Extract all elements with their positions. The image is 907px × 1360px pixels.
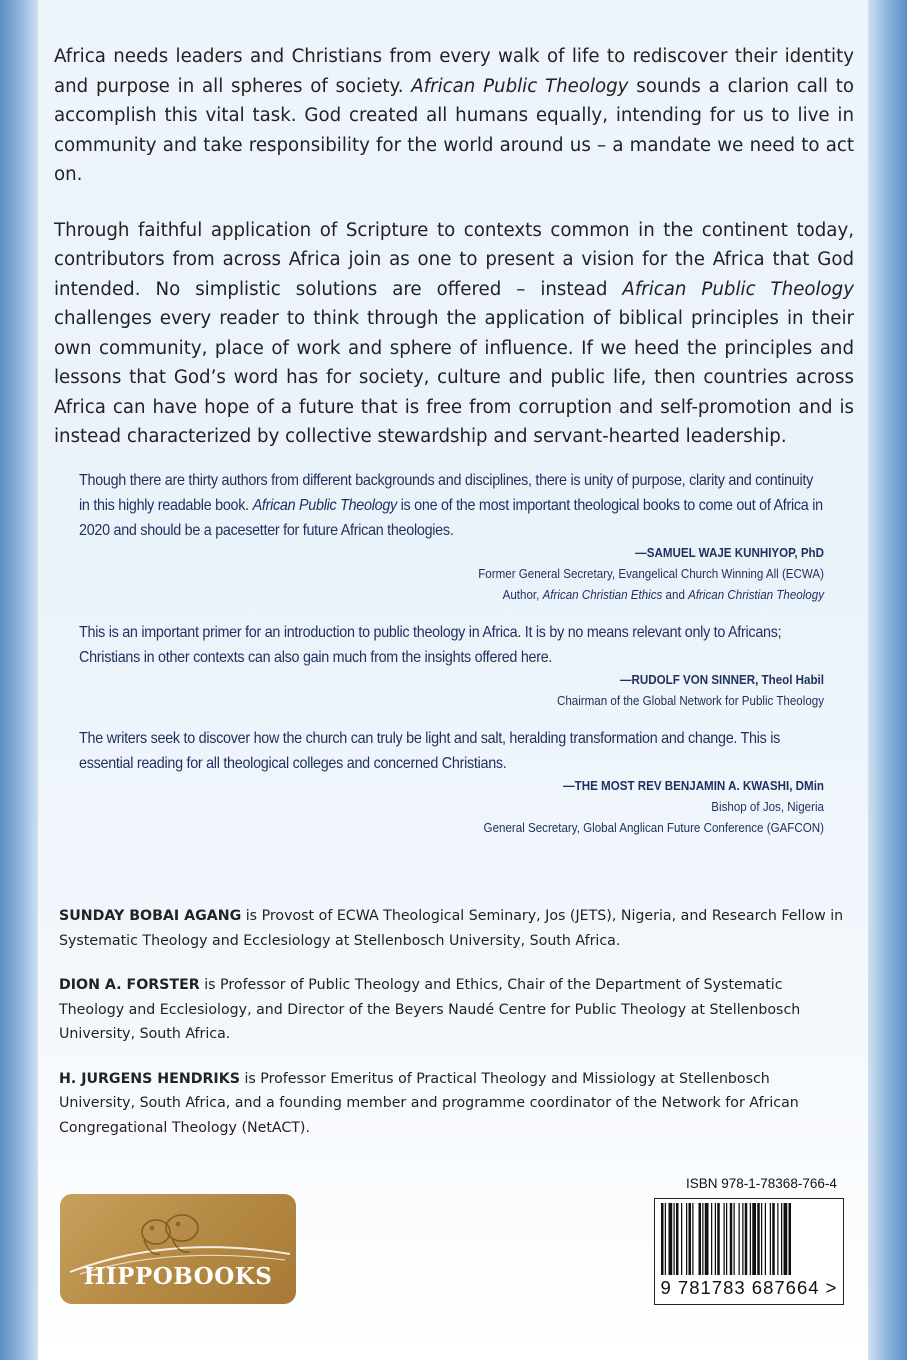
barcode-bar [692, 1203, 693, 1275]
endorsements [79, 468, 824, 853]
endorsement-text: This is an important primer for an introduction to public theology in Africa. It is by no means relevant only to Africans; Christians in other contexts can also gain much from the insights offered here. [79, 624, 782, 666]
endorser-role: Bishop of Jos, Nigeria [711, 800, 824, 814]
author-name: DION A. FORSTER [59, 977, 200, 993]
barcode-bar [699, 1203, 702, 1275]
barcode-digits: 9 781783 687664 > [660, 1277, 838, 1298]
author-name: SUNDAY BOBAI AGANG [59, 908, 242, 924]
barcode-bar [772, 1203, 775, 1275]
barcode-bar [784, 1203, 788, 1275]
endorsement-2 [79, 620, 824, 712]
barcode-bar [757, 1203, 760, 1275]
barcode-bar [765, 1203, 766, 1275]
endorser-role: Author, African Christian Ethics and African Christian Theology [502, 588, 824, 602]
description-paragraph-1: Africa needs leaders and Christians from every walk of life to rediscover their identity and purpose in all spheres of society. African Public Theology sounds a clarion call to accomplish this vital task. God created all humans equally, intending for us to live in community and take responsibility for the world around us – a mandate we need to act on. [54, 46, 855, 185]
author-name: H. JURGENS HENDRIKS [59, 1070, 240, 1087]
barcode [654, 1198, 844, 1305]
book-title: African Public Theology [622, 278, 854, 300]
endorsement-attribution [79, 776, 824, 839]
barcode-bar [781, 1203, 782, 1275]
endorsement-attribution [79, 543, 824, 606]
isbn-label: ISBN 978-1-78368-766-4 [686, 1176, 837, 1191]
barcode-bar [665, 1203, 666, 1275]
barcode-bar [742, 1203, 743, 1275]
barcode-bar [761, 1203, 762, 1275]
barcode-bar [770, 1203, 771, 1275]
endorsement-text: The writers seek to discover how the church can truly be light and salt, heralding transformation and change. This is essential reading for all theological colleges and concerned Christians. [79, 730, 781, 772]
barcode-bar [724, 1203, 725, 1275]
endorser-role: General Secretary, Global Anglican Future Conference (GAFCON) [483, 821, 824, 835]
endorsement-attribution [79, 670, 824, 712]
barcode-bar [676, 1203, 679, 1275]
barcode-bar [752, 1203, 756, 1275]
barcode-bar [717, 1203, 720, 1275]
barcode-bars [661, 1203, 837, 1275]
author-bio: SUNDAY BOBAI AGANG is Provost of ECWA Theological Seminary, Jos (JETS), Nigeria, and Research Fellow in Systematic Theology and Ecclesiology at Stellenbosch University, South Africa. [59, 908, 844, 949]
endorsement-1 [79, 468, 824, 606]
author-bio: H. JURGENS HENDRIKS is Professor Emeritus of Practical Theology and Missiology at Stellenbosch University, South Africa, and a founding member and programme coordinator of the Network for African Congregational Theology (NetACT). [59, 1070, 799, 1136]
hippobooks-logo [60, 1194, 296, 1304]
barcode-bar [777, 1203, 778, 1275]
barcode-bar [689, 1203, 692, 1275]
barcode-bar [705, 1203, 709, 1275]
barcode-bar [702, 1203, 703, 1275]
author-bios [59, 904, 849, 1160]
barcode-bar [726, 1203, 727, 1275]
description-paragraph-2: Through faithful application of Scripture to contexts common in the continent today, contributors from across Africa join as one to present a vision for the Africa that God intended. No simplistic solutions are offered – instead African Public Theology challenges every reader to think through the application of biblical principles in their own community, place of work and sphere of influence. If we heed the principles and lessons that God’s word has for society, culture and public life, then countries across Africa can have hope of a future that is free from corruption and self-promotion and is instead characterized by collective stewardship and servant-hearted leadership. [54, 219, 854, 447]
publisher-name: HIPPOBOOKS [83, 1263, 273, 1290]
book-title: African Public Theology [411, 75, 629, 97]
barcode-bar [674, 1203, 675, 1275]
endorser-role: Chairman of the Global Network for Public Theology [556, 694, 824, 708]
barcode-bar [739, 1203, 740, 1275]
endorser-name: —RUDOLF VON SINNER, Theol Habil [619, 673, 824, 687]
endorser-name: —THE MOST REV BENJAMIN A. KWASHI, DMin [563, 779, 824, 793]
author-bio: DION A. FORSTER is Professor of Public Theology and Ethics, Chair of the Department of Systematic Theology and Ecclesiology, and Director of the Beyers Naudé Centre for Public Theology at Stellenbosch University, South Africa. [59, 977, 801, 1042]
endorser-role: Former General Secretary, Evangelical Church Winning All (ECWA) [478, 567, 824, 581]
barcode-bar [750, 1203, 751, 1275]
barcode-bar [745, 1203, 748, 1275]
barcode-bar [681, 1203, 682, 1275]
book-description [54, 42, 854, 478]
barcode-bar [715, 1203, 716, 1275]
barcode-bar [789, 1203, 792, 1275]
endorsement-3 [79, 726, 824, 839]
barcode-bar [730, 1203, 733, 1275]
endorser-name: —SAMUEL WAJE KUNHIYOP, PhD [635, 546, 824, 560]
barcode-bar [734, 1203, 735, 1275]
endorsement-text: Though there are thirty authors from different backgrounds and disciplines, there is unity of purpose, clarity and continuity in this highly readable book. African Public Theology is one of the most important theological books to come out of Africa in 2020 and should be a pacesetter for future African theologies. [79, 472, 823, 539]
barcode-bar [711, 1203, 712, 1275]
barcode-bar [686, 1203, 687, 1275]
barcode-bar [669, 1203, 673, 1275]
barcode-bar [661, 1203, 664, 1275]
